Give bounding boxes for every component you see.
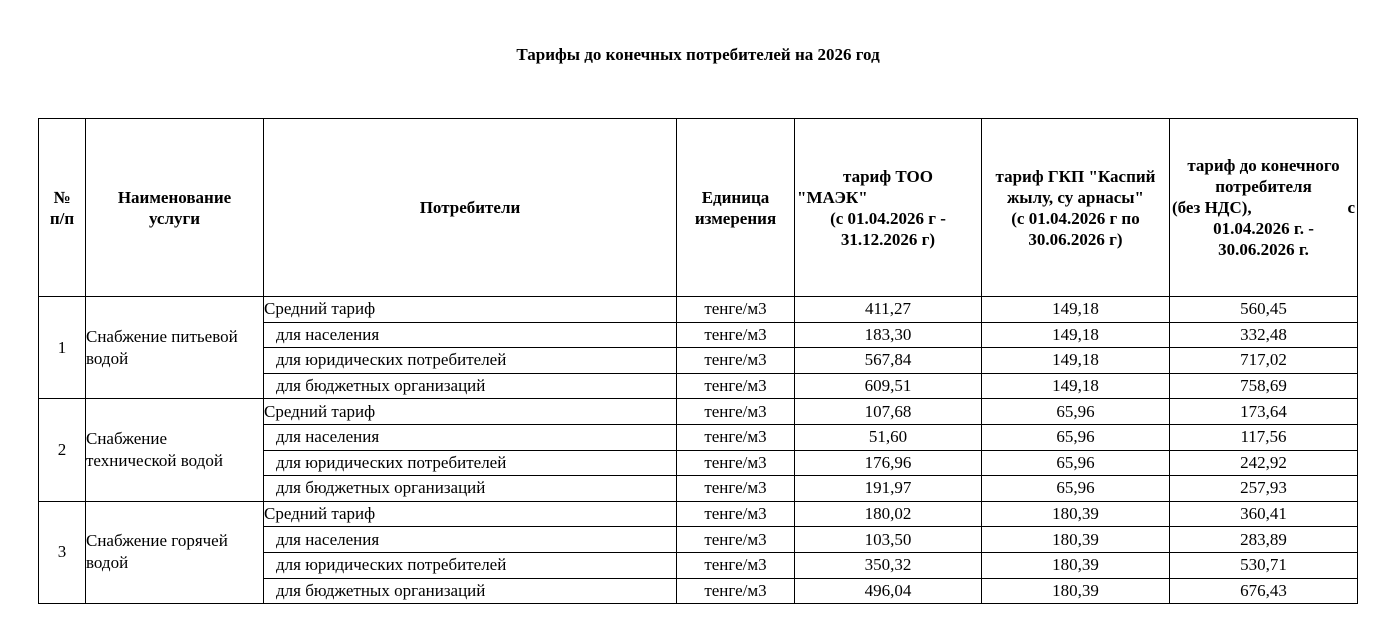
- maek-tariff-cell: 103,50: [795, 527, 982, 553]
- header-maek-line1: тариф ТОО: [843, 166, 933, 186]
- final-tariff-cell: 360,41: [1170, 501, 1358, 527]
- header-final-line5: 30.06.2026 г.: [1218, 240, 1309, 259]
- header-unit: [677, 119, 795, 297]
- header-gkp-line3: (с 01.04.2026 г по: [1011, 208, 1140, 228]
- service-name: [86, 297, 264, 399]
- final-tariff-cell: 676,43: [1170, 578, 1358, 604]
- header-gkp-line2: жылу, су арнасы": [1006, 187, 1144, 207]
- tariff-table: [38, 118, 1358, 604]
- header-final-line3b: с: [1347, 198, 1355, 217]
- gkp-tariff-cell: 180,39: [982, 578, 1170, 604]
- final-tariff-cell: 242,92: [1170, 450, 1358, 476]
- table-row: [39, 501, 1358, 527]
- gkp-tariff-cell: 180,39: [982, 527, 1170, 553]
- consumer-cell: для юридических потребителей: [264, 450, 677, 476]
- maek-tariff-cell: 496,04: [795, 578, 982, 604]
- unit-cell: тенге/м3: [677, 450, 795, 476]
- service-name-line2: водой: [86, 553, 129, 573]
- header-maek-tariff: [795, 119, 982, 297]
- page-title: Тарифы до конечных потребителей на 2026 год: [516, 45, 880, 64]
- header-consumers-text: Потребители: [419, 198, 521, 217]
- final-tariff-cell: 530,71: [1170, 552, 1358, 578]
- gkp-tariff-cell: 65,96: [982, 424, 1170, 450]
- maek-tariff-cell: 191,97: [795, 476, 982, 502]
- gkp-tariff-cell: 65,96: [982, 399, 1170, 425]
- gkp-tariff-cell: 180,39: [982, 501, 1170, 527]
- gkp-tariff-cell: 149,18: [982, 297, 1170, 323]
- unit-cell: тенге/м3: [677, 476, 795, 502]
- header-num: [39, 119, 86, 297]
- table-row: [39, 399, 1358, 425]
- unit-cell: тенге/м3: [677, 399, 795, 425]
- group-number: 3: [39, 501, 86, 603]
- header-row: [39, 119, 1358, 297]
- consumer-cell: для населения: [264, 322, 677, 348]
- header-num-line2: п/п: [49, 208, 75, 228]
- unit-cell: тенге/м3: [677, 424, 795, 450]
- maek-tariff-cell: 51,60: [795, 424, 982, 450]
- group-number: 1: [39, 297, 86, 399]
- consumer-cell: Средний тариф: [264, 399, 677, 425]
- unit-cell: тенге/м3: [677, 373, 795, 399]
- consumer-cell: для бюджетных организаций: [264, 578, 677, 604]
- maek-tariff-cell: 609,51: [795, 373, 982, 399]
- maek-tariff-cell: 183,30: [795, 322, 982, 348]
- gkp-tariff-cell: 149,18: [982, 373, 1170, 399]
- header-num-line1: №: [53, 187, 71, 207]
- consumer-cell: для населения: [264, 424, 677, 450]
- gkp-tariff-cell: 149,18: [982, 348, 1170, 374]
- maek-tariff-cell: 180,02: [795, 501, 982, 527]
- header-gkp-line1: тариф ГКП "Каспий: [995, 166, 1156, 186]
- maek-tariff-cell: 567,84: [795, 348, 982, 374]
- service-name-line1: Снабжение питьевой: [86, 326, 238, 346]
- final-tariff-cell: 117,56: [1170, 424, 1358, 450]
- maek-tariff-cell: 350,32: [795, 552, 982, 578]
- unit-cell: тенге/м3: [677, 297, 795, 323]
- consumer-cell: для бюджетных организаций: [264, 373, 677, 399]
- gkp-tariff-cell: 65,96: [982, 476, 1170, 502]
- service-name-line2: водой: [86, 348, 129, 368]
- gkp-tariff-cell: 180,39: [982, 552, 1170, 578]
- final-tariff-cell: 257,93: [1170, 476, 1358, 502]
- service-name-line1: Снабжение: [86, 429, 168, 449]
- final-tariff-cell: 560,45: [1170, 297, 1358, 323]
- header-gkp-tariff: [982, 119, 1170, 297]
- header-final-line3: (без НДС),: [1172, 198, 1252, 217]
- consumer-cell: для юридических потребителей: [264, 348, 677, 374]
- header-final-line2: потребителя: [1215, 177, 1312, 196]
- header-final-tariff: [1170, 119, 1358, 297]
- header-consumers: [264, 119, 677, 297]
- tariff-body: [39, 297, 1358, 604]
- unit-cell: тенге/м3: [677, 501, 795, 527]
- maek-tariff-cell: 176,96: [795, 450, 982, 476]
- header-unit-line2: измерения: [694, 208, 777, 228]
- consumer-cell: Средний тариф: [264, 501, 677, 527]
- service-name: [86, 501, 264, 603]
- unit-cell: тенге/м3: [677, 348, 795, 374]
- header-maek-line3: (с 01.04.2026 г -: [830, 208, 946, 228]
- consumer-cell: для бюджетных организаций: [264, 476, 677, 502]
- header-maek-line2: "МАЭК": [797, 187, 868, 207]
- final-tariff-cell: 717,02: [1170, 348, 1358, 374]
- table-row: [39, 297, 1358, 323]
- header-service: [86, 119, 264, 297]
- maek-tariff-cell: 107,68: [795, 399, 982, 425]
- unit-cell: тенге/м3: [677, 578, 795, 604]
- group-number: 2: [39, 399, 86, 501]
- gkp-tariff-cell: 149,18: [982, 322, 1170, 348]
- final-tariff-cell: 758,69: [1170, 373, 1358, 399]
- gkp-tariff-cell: 65,96: [982, 450, 1170, 476]
- service-name: [86, 399, 264, 501]
- header-maek-line4: 31.12.2026 г): [840, 229, 936, 249]
- header-unit-line1: Единица: [701, 187, 770, 207]
- service-name-line1: Снабжение горячей: [86, 531, 228, 551]
- header-service-line1: Наименование: [117, 187, 232, 207]
- service-name-line2: технической водой: [86, 451, 223, 471]
- final-tariff-cell: 283,89: [1170, 527, 1358, 553]
- unit-cell: тенге/м3: [677, 552, 795, 578]
- consumer-cell: для юридических потребителей: [264, 552, 677, 578]
- header-final-line3-wrap: [1170, 197, 1357, 218]
- maek-tariff-cell: 411,27: [795, 297, 982, 323]
- unit-cell: тенге/м3: [677, 527, 795, 553]
- unit-cell: тенге/м3: [677, 322, 795, 348]
- consumer-cell: Средний тариф: [264, 297, 677, 323]
- header-final-line4: 01.04.2026 г. -: [1213, 219, 1314, 238]
- final-tariff-cell: 173,64: [1170, 399, 1358, 425]
- final-tariff-cell: 332,48: [1170, 322, 1358, 348]
- consumer-cell: для населения: [264, 527, 677, 553]
- header-final-line1: тариф до конечного: [1187, 156, 1340, 175]
- header-gkp-line4: 30.06.2026 г): [1028, 229, 1123, 249]
- header-service-line2: услуги: [148, 208, 201, 228]
